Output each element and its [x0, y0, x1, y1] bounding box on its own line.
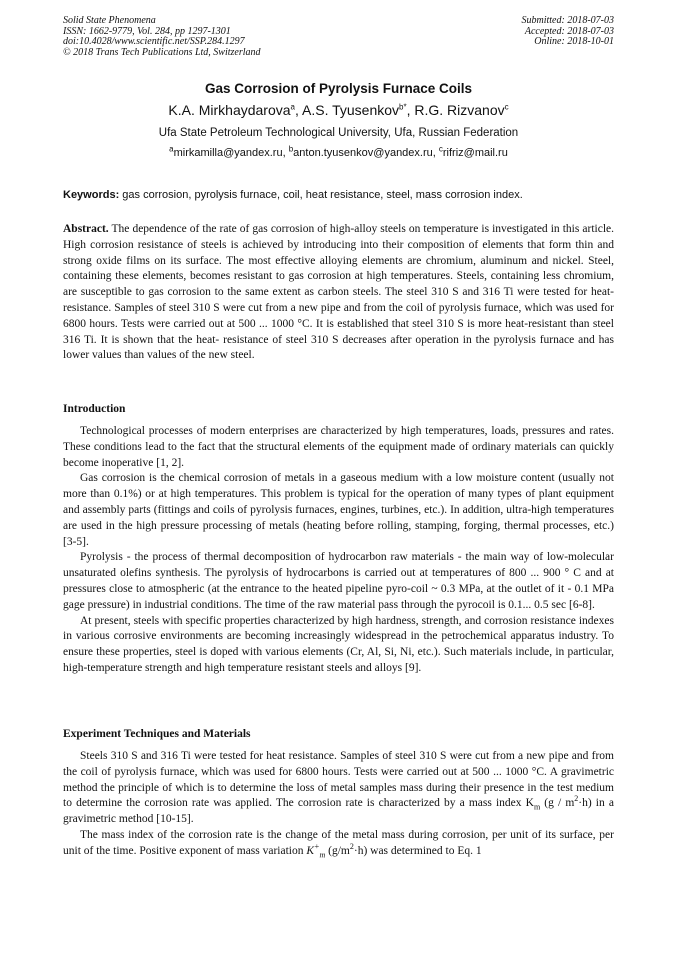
paragraph: Gas corrosion is the chemical corrosion of metals in a gaseous medium with a low moisture content (usually not more than 0.1%) or at high temperatures. This problem is typical for the operation of many types of plant equipment and assembly parts (fittings and coils of pyrolysis furnaces, engines, turbines, etc.). In addition, ultra-high temperatures are used in the high pressure processing of metals (heating before rolling, stamping, forging, thermal processes, etc.) [3-5]. — [63, 472, 614, 548]
paragraph-text: The mass index of the corrosion rate is the change of the metal mass during corrosion, per unit of its surface, per unit of the time. Positive exponent of mass variation — [63, 828, 614, 857]
unit-text: (g/m — [325, 844, 350, 857]
abstract-label: Abstract. — [63, 223, 109, 235]
paragraph: Technological processes of modern enterprises are characterized by high temperatures, loads, pressures and rates. These conditions lead to the fact that the structural elements of the equipment made of ordinary materials can quickly become inoperative [1, 2]. — [63, 425, 614, 469]
paragraph: Pyrolysis - the process of thermal decomposition of hydrocarbon raw materials - the main way of low-molecular unsaturated olefins synthesis. The pyrolysis of hydrocarbons is carried out at temperatures of 800 ... 900 ° C and at pressures close to atmospheric (at the entrance to the heated pipeline pyro-coil ~ 0.3 MPa, at the outlet of it - 0.1 MPa gage pressure) in industrial conditions. The time of the raw material pass through the pyrocoil is 0.1... 0.5 sec [6-8]. — [63, 551, 614, 611]
submission-dates — [522, 16, 615, 48]
symbol-subscript: m — [319, 850, 326, 860]
title-block — [63, 80, 614, 162]
keywords-text: gas corrosion, pyrolysis furnace, coil, heat resistance, steel, mass corrosion index. — [119, 189, 523, 201]
journal-info — [63, 16, 261, 58]
keywords — [63, 188, 614, 202]
paragraph — [63, 828, 614, 860]
section-heading-introduction: Introduction — [63, 403, 126, 415]
journal-name: Solid State Phenomena — [63, 15, 156, 26]
abstract-text: The dependence of the rate of gas corrosion of high-alloy steels on temperature is investigated in this article. High corrosion resistance of steels is achieved by introducing into their composition of elements that form thin and strong oxide films on its surface. The most effective alloying elements are chromium, aluminum and nickel. Steel, containing these elements, becomes resistant to gas corrosion at high temperatures. Steels, containing less chromium, are susceptible to gas corrosion to the same extent as carbon steels. The steel 310 S and 316 Ti were tested for heat-resistance. Samples of steel 310 S were cut from a new pipe and from the coil of pyrolysis furnace, which was used for 6800 hours. Tests were carried out at 500 ... 1000 °C. It is established that steel 310 S is more heat-resistant than steel 316 Ti. It is shown that the heat- resistance of steel 310 S decreases after operation in the pyrolysis furnace and has lower values than values of the new steel. — [63, 223, 614, 362]
unit-exponent: 2 — [349, 841, 354, 851]
introduction-body — [63, 424, 614, 677]
email-address[interactable]: rifriz@mail.ru — [442, 147, 508, 159]
experiment-body — [63, 749, 614, 860]
issn-line: ISSN: 1662-9779, Vol. 284, pp 1297-1301 — [63, 25, 231, 37]
symbol-superscript: + — [314, 841, 320, 851]
submitted-date: Submitted: 2018-07-03 — [521, 15, 614, 26]
doi-line: doi:10.4028/www.scientific.net/SSP.284.1297 — [63, 36, 245, 47]
unit-exponent: 2 — [574, 794, 579, 804]
mass-index-subscript: m — [533, 802, 541, 812]
paragraph-text: ·h) in a gravimetric method [10-15]. — [63, 797, 614, 826]
email-separator: , — [432, 147, 439, 159]
mass-variation-symbol: K — [306, 844, 315, 857]
unit-text: (g / m — [540, 797, 575, 810]
author-affil-mark: c — [504, 102, 509, 112]
author-separator: , — [406, 102, 415, 118]
author-separator: , — [295, 102, 303, 118]
email-address[interactable]: anton.tyusenkov@yandex.ru — [293, 147, 433, 159]
author-name: K.A. Mirkhaydarova — [168, 102, 291, 118]
paper-title: Gas Corrosion of Pyrolysis Furnace Coils — [204, 81, 473, 96]
online-date: Online: 2018-10-01 — [534, 36, 614, 47]
affiliation: Ufa State Petroleum Technological University, Ufa, Russian Federation — [158, 127, 519, 139]
copyright-line: © 2018 Trans Tech Publications Ltd, Switzerland — [63, 46, 261, 58]
keywords-label: Keywords: — [63, 189, 120, 201]
email-mark: a — [169, 144, 174, 154]
author-affil-mark: a — [290, 102, 295, 112]
email-mark: b — [288, 144, 294, 154]
author-affil-mark: b* — [399, 102, 407, 112]
accepted-date: Accepted: 2018-07-03 — [524, 25, 614, 37]
paragraph-text: ·h) was determined to Eq. 1 — [353, 844, 482, 857]
abstract — [63, 222, 614, 364]
paragraph — [63, 749, 614, 828]
author-name: A.S. Tyusenkov — [302, 102, 400, 118]
email-address[interactable]: mirkamilla@yandex.ru — [173, 147, 283, 159]
paragraph-text: Steels 310 S and 316 Ti were tested for heat resistance. Samples of steel 310 S were cut from a new pipe and from the coil of pyrolysis furnace, which was used for 6800 hours. Tests were carried out at 500 ... 1000 °C. A gravimetric method the principle of which is to determine the loss of metal samples mass during their presence in the test medium to determine the corrosion rate was applied. The corrosion rate is characterized by a mass index K — [63, 750, 614, 810]
email-list — [63, 144, 614, 162]
section-heading-experiment: Experiment Techniques and Materials — [63, 728, 251, 740]
paragraph: At present, steels with specific properties characterized by high hardness, strength, and corrosion resistance indexes in various corrosive environments are becoming increasingly widespread in the petrochemical apparatus industry. To ensure these properties, steel is doped with various elements (Cr, Al, Si, Ni, etc.). Such materials include, in particular, high-temperature strength and high temperature resistant steels and alloys [9]. — [63, 614, 614, 674]
author-list — [63, 99, 614, 121]
author-name: R.G. Rizvanov — [414, 102, 505, 118]
email-mark: c — [438, 144, 443, 154]
email-separator: , — [282, 147, 289, 159]
